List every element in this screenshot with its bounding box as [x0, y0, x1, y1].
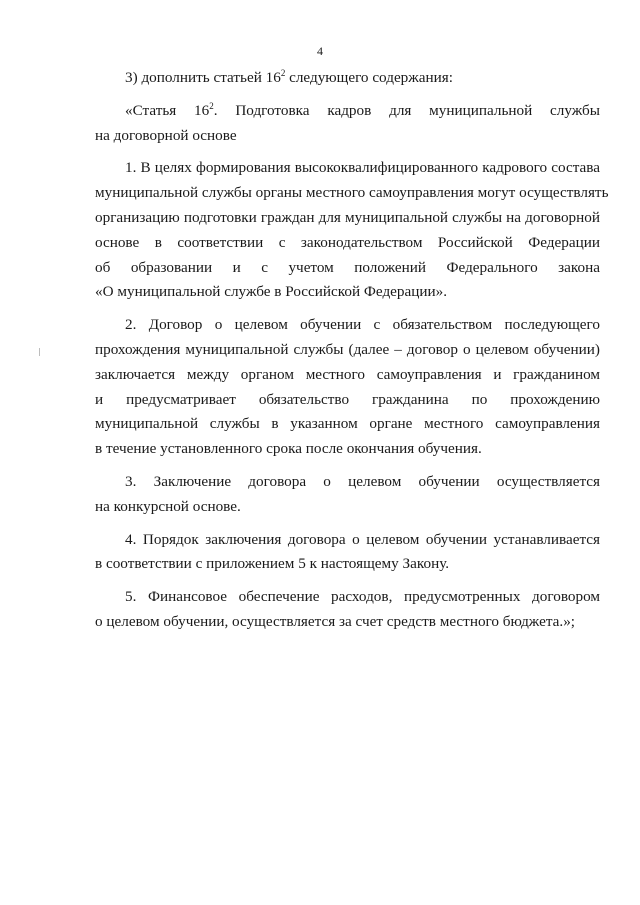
paragraph-line: 3. Заключение договора о целевом обучении осуществляется — [125, 472, 600, 490]
paragraph-line: прохождения муниципальной службы (далее – договор о целевом обучении) — [95, 340, 600, 358]
intro-superscript: 2 — [280, 68, 286, 78]
paragraph-line: об образовании и с учетом положений Федерального закона — [95, 258, 600, 276]
paragraph-2 — [95, 313, 600, 462]
intro-prefix: 3) дополнить статьей 16 — [125, 69, 281, 86]
paragraph-line: основе в соответствии с законодательством Российской Федерации — [95, 233, 600, 251]
paragraph-line: муниципальной службы органы местного самоуправления могут осуществлять — [95, 184, 609, 202]
paragraph-line: «О муниципальной службе в Российской Федерации». — [95, 283, 448, 301]
page-number: 4 — [317, 44, 323, 58]
paragraph-line: организацию подготовки граждан для муниципальной службы на договорной — [95, 208, 600, 226]
paragraph-line: муниципальной службы в указанном органе местного самоуправления — [95, 415, 600, 433]
paragraph-5 — [95, 585, 600, 635]
paragraph-line: в течение установленного срока после окончания обучения. — [95, 440, 482, 458]
paragraph-line: 2. Договор о целевом обучении с обязательством последующего — [125, 316, 600, 334]
article-heading-prefix: «Статья 16 — [125, 101, 210, 119]
article-heading-line-2: на договорной основе — [95, 126, 237, 144]
paragraph-3 — [95, 470, 600, 520]
paragraph-1 — [95, 156, 609, 305]
paragraph-4 — [95, 528, 600, 578]
article-heading-superscript: 2 — [209, 100, 214, 111]
margin-mark — [39, 348, 40, 356]
article-heading — [95, 99, 600, 149]
paragraph-line: о целевом обучении, осуществляется за счет средств местного бюджета.»; — [95, 612, 576, 630]
intro-line — [95, 66, 600, 91]
paragraph-line: на конкурсной основе. — [95, 497, 241, 515]
article-heading-line-1 — [95, 99, 600, 124]
article-heading-suffix: . Подготовка кадров для муниципальной службы — [213, 101, 600, 119]
paragraph-line: в соответствии с приложением 5 к настоящему Закону. — [95, 555, 450, 573]
paragraph-line: заключается между органом местного самоуправления и гражданином — [95, 365, 600, 383]
document-body — [95, 66, 609, 643]
intro-suffix: следующего содержания: — [285, 69, 453, 86]
paragraph-line: 4. Порядок заключения договора о целевом обучении устанавливается — [125, 530, 600, 548]
paragraph-line: и предусматривает обязательство гражданина по прохождению — [95, 390, 600, 408]
paragraph-line: 5. Финансовое обеспечение расходов, предусмотренных договором — [125, 588, 600, 606]
paragraph-line: 1. В целях формирования высококвалифицированного кадрового состава — [125, 159, 600, 177]
